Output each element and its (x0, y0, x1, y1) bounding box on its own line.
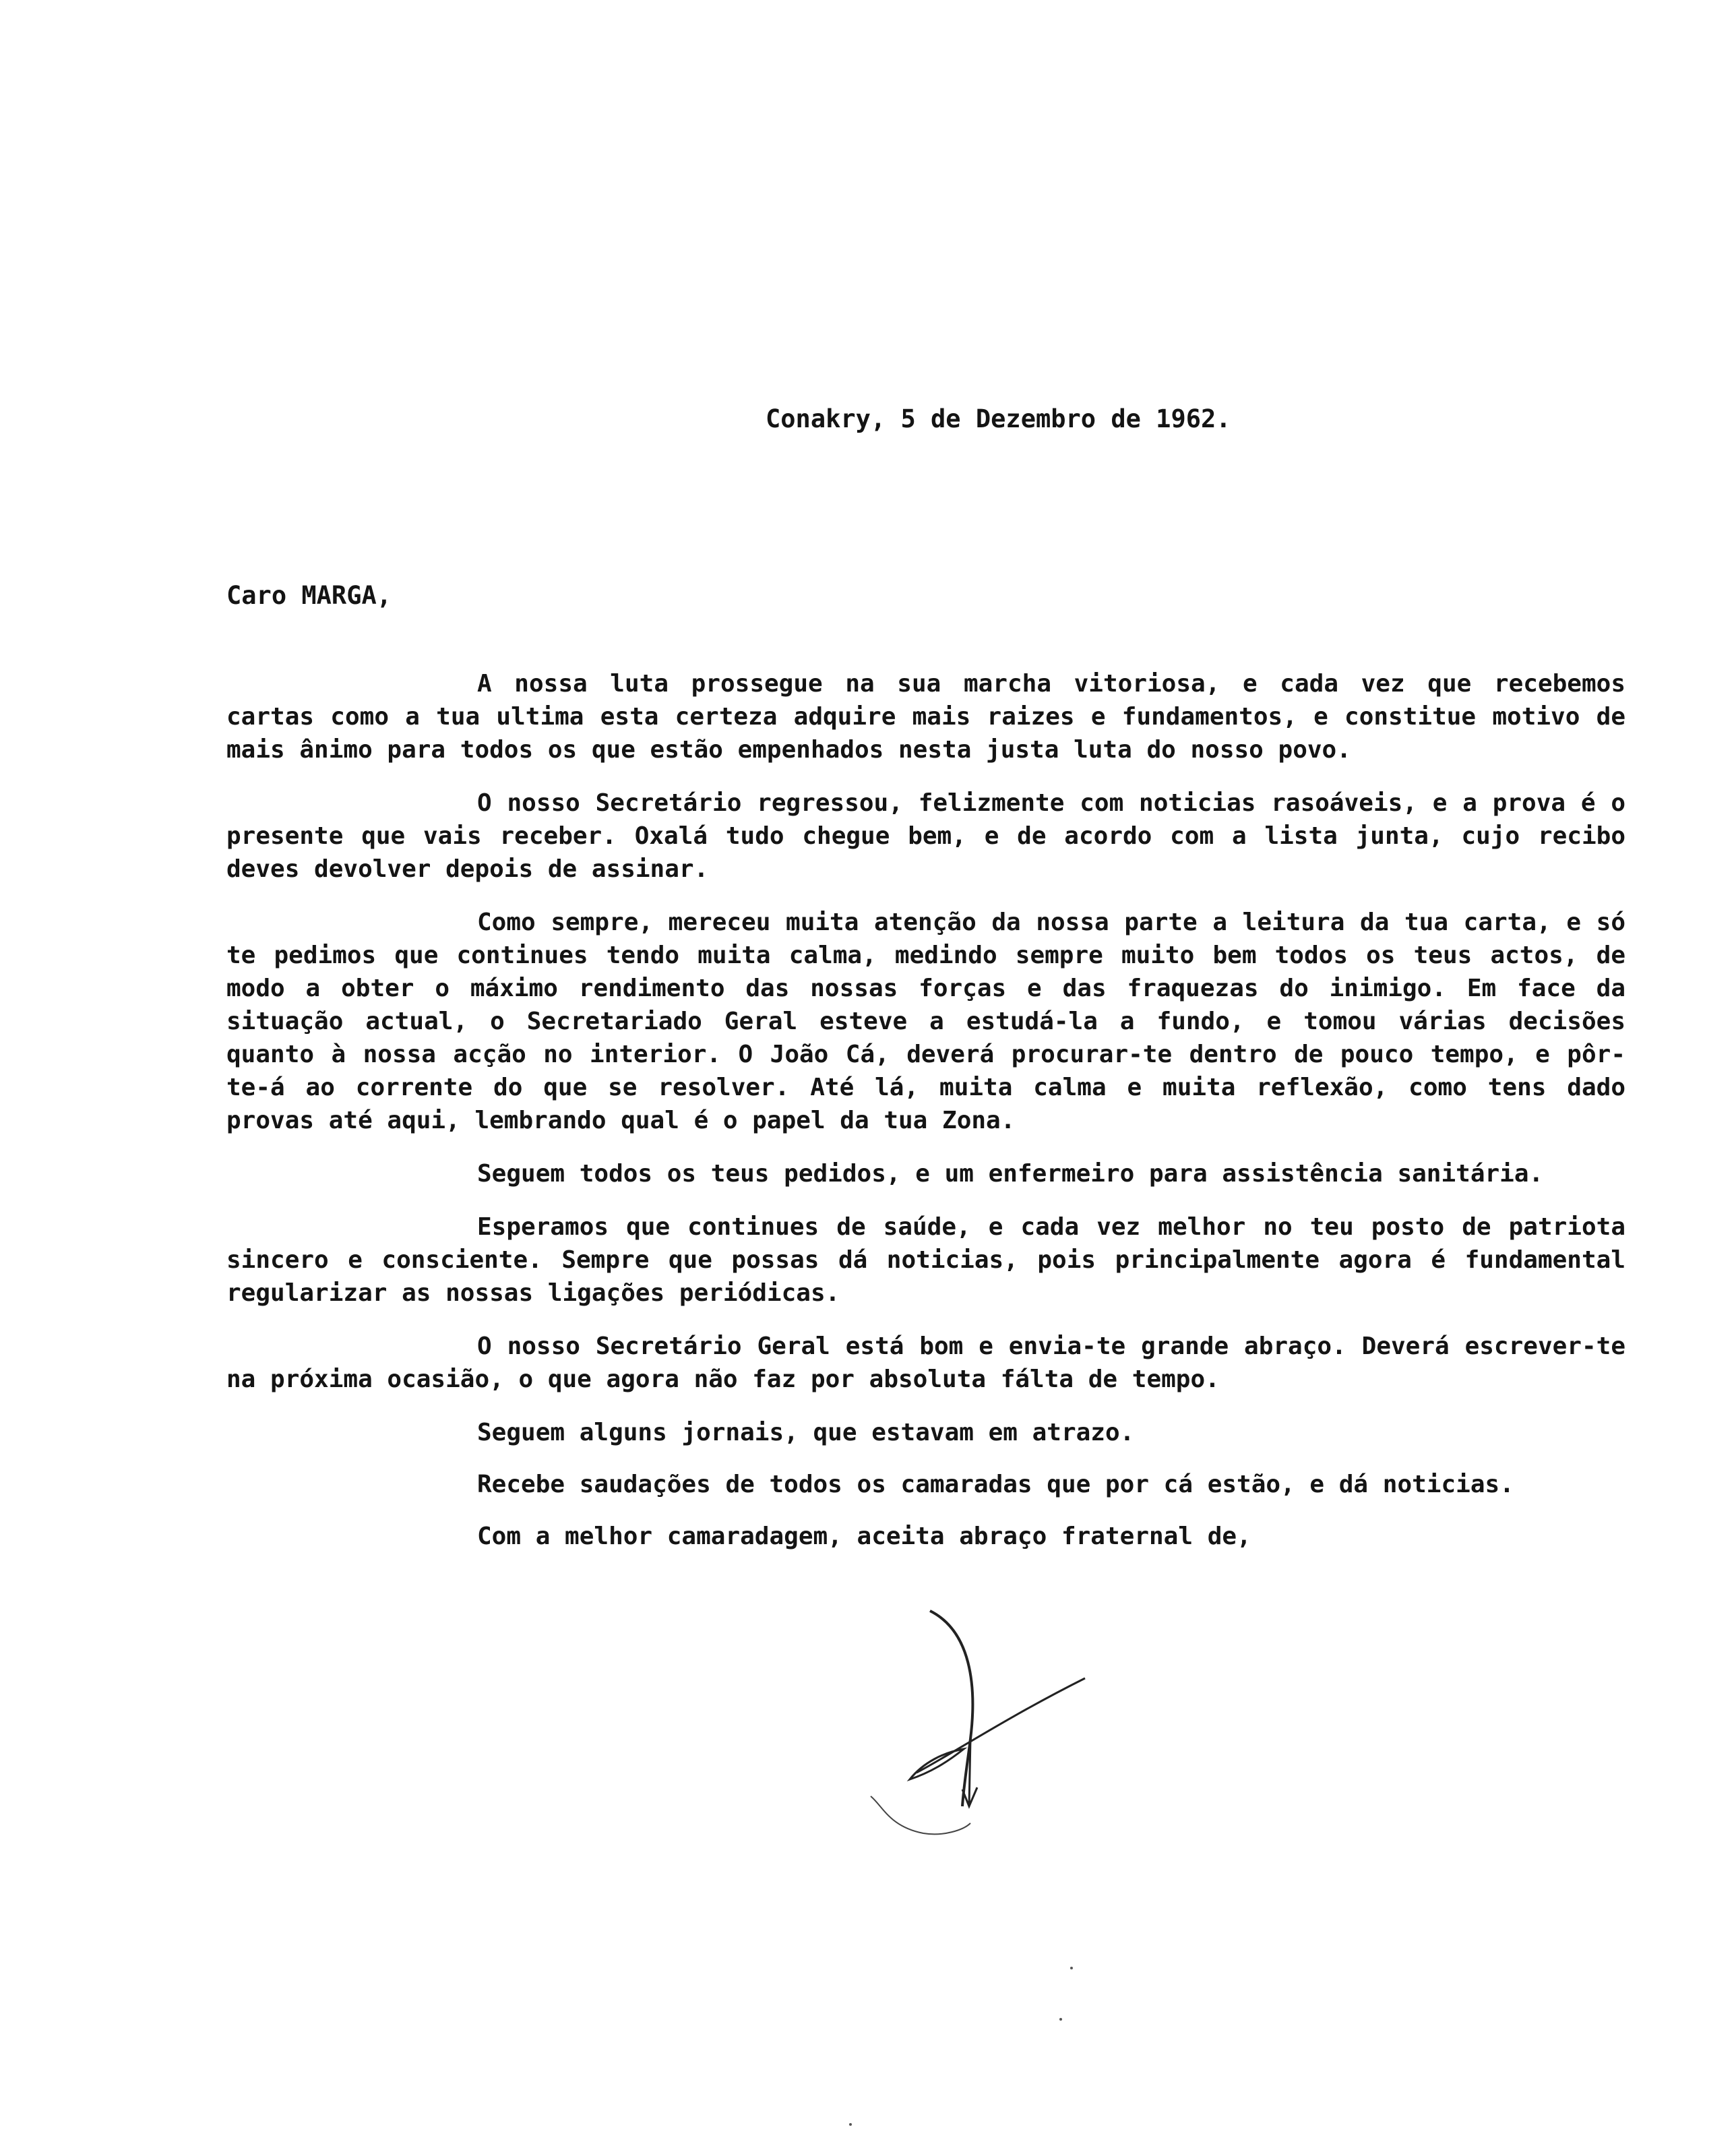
paragraph-newspapers: Seguem alguns jornais, que estavam em atrazo. (477, 1419, 1135, 1446)
letter-body (226, 667, 1625, 1572)
paragraph-greetings: Recebe saudações de todos os camaradas que por cá estão, e dá noticias. (477, 1471, 1514, 1498)
paragraph-requests: Seguem todos os teus pedidos, e um enfermeiro para assistência sanitária. (477, 1160, 1544, 1188)
paper-speck (1070, 1967, 1073, 1969)
paper-speck (1059, 2018, 1062, 2021)
paragraph-health: Esperamos que continues de saúde, e cada vez melhor no teu posto de patriota sincero e consciente. Sempre que possas dá noticias, pois principalmente agora é fundamental regularizar as nossas ligações periódicas. (226, 1213, 1625, 1307)
paragraph-advice: Como sempre, mereceu muita atenção da nossa parte a leitura da tua carta, e só te pedimos que continues tendo muita calma, medindo sempre muito bem todos os teus actos, de modo a obter o máximo rendimento das nossas forças e das fraquezas do inimigo. Em face da situação actual, o Secretariado Geral esteve a estudá-la a fundo, e tomou várias decisões quanto à nossa acção no interior. O João Cá, deverá procurar-te dentro de pouco tempo, e pôr-te-á ao corrente do que se resolver. Até lá, muita calma e muita reflexão, como tens dado provas até aqui, lembrando qual é o papel da tua Zona. (226, 909, 1625, 1134)
paragraph-secretary-return: O nosso Secretário regressou, felizmente com noticias rasoáveis, e a prova é o presente que vais receber. Oxalá tudo chegue bem, e de acordo com a lista junta, cujo recibo deves devolver depois de assinar. (226, 789, 1625, 883)
paragraph-struggle: A nossa luta prossegue na sua marcha vitoriosa, e cada vez que recebemos cartas como a tua ultima esta certeza adquire mais raizes e fundamentos, e constitue motivo de mais ânimo para todos os que estão empenhados nesta justa luta do nosso povo. (226, 670, 1625, 764)
paragraph-secretary-general: O nosso Secretário Geral está bom e envia-te grande abraço. Deverá escrever-te na próxima ocasião, o que agora não faz por absoluta fálta de tempo. (226, 1332, 1625, 1393)
date-line: Conakry, 5 de Dezembro de 1962. (766, 404, 1231, 433)
paragraph-closing: Com a melhor camaradagem, aceita abraço fraternal de, (477, 1523, 1251, 1550)
paper-speck (849, 2123, 852, 2126)
handwritten-signature (869, 1604, 1112, 1847)
salutation: Caro MARGA, (226, 581, 392, 610)
